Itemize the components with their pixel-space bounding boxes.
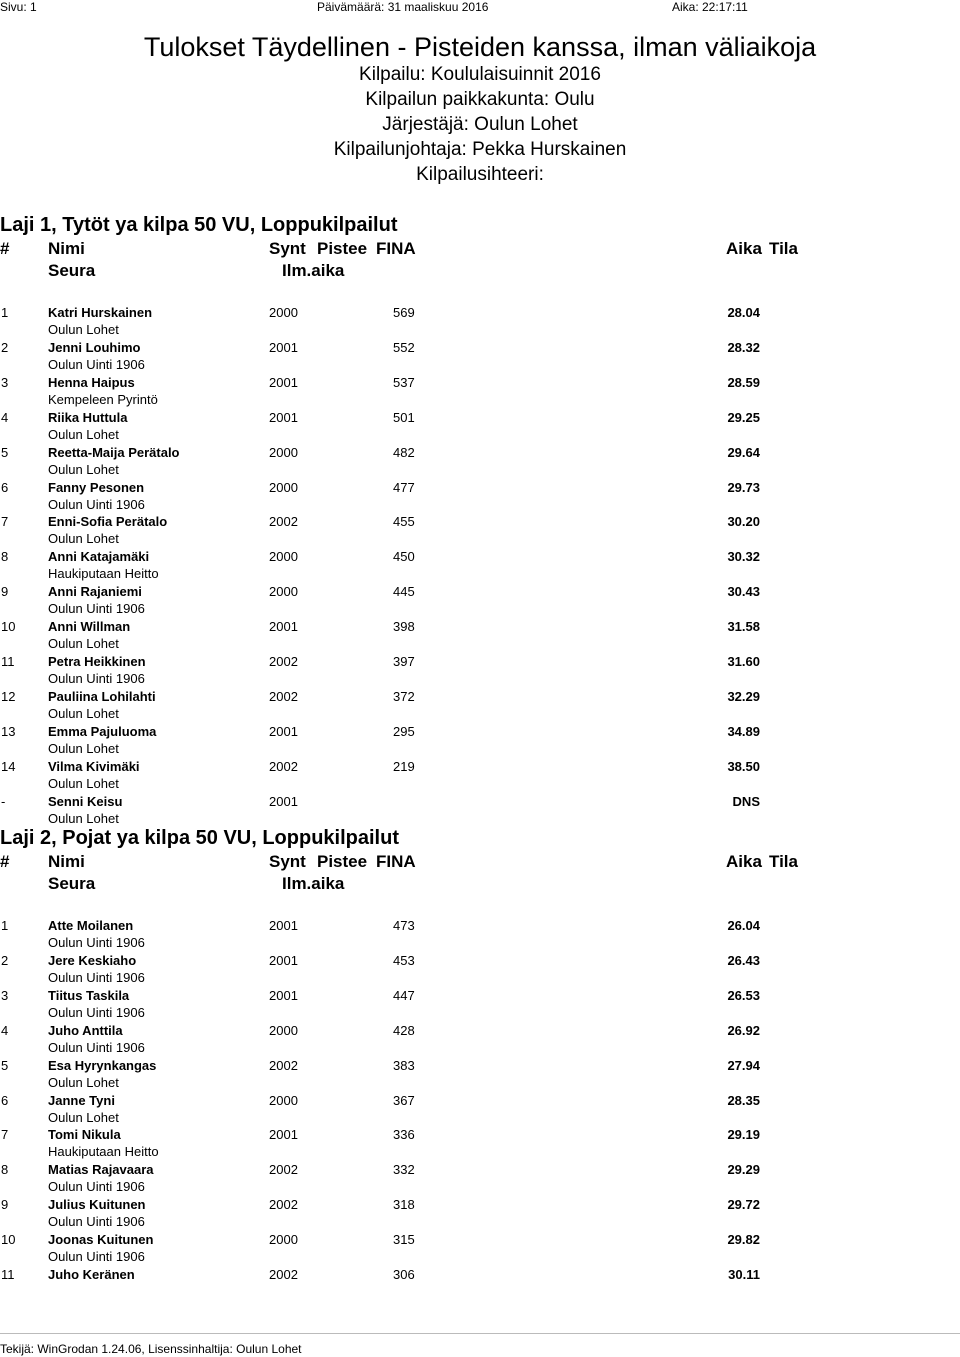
club-name: Oulun Lohet xyxy=(48,776,119,791)
place-cell: 2 xyxy=(1,340,9,355)
points-cell: 398 xyxy=(393,619,415,634)
place-cell: 9 xyxy=(1,1197,9,1212)
birth-year: 2002 xyxy=(269,1197,298,1212)
points-cell: 318 xyxy=(393,1197,415,1212)
points-cell: 336 xyxy=(393,1127,415,1142)
result-time: 29.72 xyxy=(727,1197,760,1212)
birth-year: 2002 xyxy=(269,1162,298,1177)
result-row xyxy=(0,916,960,951)
club-name: Kempeleen Pyrintö xyxy=(48,392,158,407)
swimmer-name: Emma Pajuluoma xyxy=(48,724,157,739)
place-cell: 11 xyxy=(1,654,15,669)
club-name: Oulun Uinti 1906 xyxy=(48,1249,145,1264)
swimmer-name: Jere Keskiaho xyxy=(48,953,137,968)
club-name: Haukiputaan Heitto xyxy=(48,566,159,581)
place-cell: 7 xyxy=(1,514,9,529)
result-time: 32.29 xyxy=(727,689,760,704)
club-name: Oulun Uinti 1906 xyxy=(48,970,145,985)
points-cell: 367 xyxy=(393,1093,415,1108)
col-header-place: # xyxy=(0,239,10,258)
points-cell: 552 xyxy=(393,340,415,355)
club-name: Oulun Lohet xyxy=(48,462,119,477)
swimmer-name: Julius Kuitunen xyxy=(48,1197,146,1212)
place-cell: 6 xyxy=(1,1093,9,1108)
result-row xyxy=(0,722,960,757)
points-cell: 450 xyxy=(393,549,415,564)
result-row xyxy=(0,547,960,582)
birth-year: 2001 xyxy=(269,340,298,355)
place-cell: 14 xyxy=(1,759,16,774)
place-cell: 4 xyxy=(1,410,9,425)
col-header-points: Pistee xyxy=(317,239,368,258)
club-name: Oulun Uinti 1906 xyxy=(48,1005,145,1020)
result-time: 26.04 xyxy=(727,918,760,933)
result-row xyxy=(0,951,960,986)
result-row xyxy=(0,338,960,373)
swimmer-name: Riika Huttula xyxy=(48,410,128,425)
place-cell: 1 xyxy=(1,305,9,320)
points-cell: 383 xyxy=(393,1058,415,1073)
result-time: 30.43 xyxy=(727,584,760,599)
points-cell: 477 xyxy=(393,480,415,495)
result-row xyxy=(0,757,960,792)
col-header-year: Synt xyxy=(269,852,306,871)
club-name: Oulun Uinti 1906 xyxy=(48,1040,145,1055)
points-cell: 332 xyxy=(393,1162,415,1177)
col-header-time: Aika xyxy=(726,239,762,258)
place-cell: 2 xyxy=(1,953,9,968)
birth-year: 2000 xyxy=(269,305,298,320)
birth-year: 2002 xyxy=(269,514,298,529)
club-name: Haukiputaan Heitto xyxy=(48,1144,159,1159)
result-row xyxy=(0,1160,960,1195)
page-number: Sivu: 1 xyxy=(0,0,37,14)
result-time: 29.29 xyxy=(727,1162,760,1177)
club-name: Oulun Lohet xyxy=(48,427,119,442)
swimmer-name: Esa Hyrynkangas xyxy=(48,1058,157,1073)
club-name: Oulun Lohet xyxy=(48,706,119,721)
birth-year: 2000 xyxy=(269,1023,298,1038)
place-cell: 7 xyxy=(1,1127,9,1142)
birth-year: 2001 xyxy=(269,724,298,739)
col-header-club: Seura xyxy=(48,261,96,280)
result-time: DNS xyxy=(732,794,760,809)
col-header-fina: FINA xyxy=(376,239,416,258)
print-date: Päivämäärä: 31 maaliskuu 2016 xyxy=(317,0,489,14)
meta-organizer: Järjestäjä: Oulun Lohet xyxy=(382,114,578,135)
birth-year: 2002 xyxy=(269,689,298,704)
result-row xyxy=(0,792,960,827)
swimmer-name: Tomi Nikula xyxy=(48,1127,121,1142)
swimmer-name: Enni-Sofia Perätalo xyxy=(48,514,168,529)
birth-year: 2001 xyxy=(269,988,298,1003)
birth-year: 2002 xyxy=(269,759,298,774)
col-header-time: Aika xyxy=(726,852,762,871)
page-header xyxy=(0,0,960,14)
result-row xyxy=(0,986,960,1021)
result-row xyxy=(0,373,960,408)
club-name: Oulun Uinti 1906 xyxy=(48,601,145,616)
place-cell: 10 xyxy=(1,619,16,634)
birth-year: 2000 xyxy=(269,549,298,564)
points-cell: 501 xyxy=(393,410,415,425)
place-cell: 11 xyxy=(1,1267,15,1282)
result-row xyxy=(0,652,960,687)
points-cell: 482 xyxy=(393,445,415,460)
result-time: 31.60 xyxy=(727,654,760,669)
result-row xyxy=(0,1265,960,1300)
result-row xyxy=(0,1230,960,1265)
result-time: 34.89 xyxy=(727,724,760,739)
birth-year: 2001 xyxy=(269,953,298,968)
col-header-entry-time: Ilm.aika xyxy=(282,874,345,893)
points-cell: 397 xyxy=(393,654,415,669)
birth-year: 2001 xyxy=(269,619,298,634)
swimmer-name: Senni Keisu xyxy=(48,794,123,809)
col-header-entry-time: Ilm.aika xyxy=(282,261,345,280)
club-name: Oulun Lohet xyxy=(48,636,119,651)
result-time: 27.94 xyxy=(727,1058,760,1073)
points-cell: 295 xyxy=(393,724,415,739)
result-time: 29.19 xyxy=(727,1127,760,1142)
club-name: Oulun Uinti 1906 xyxy=(48,357,145,372)
birth-year: 2000 xyxy=(269,1093,298,1108)
swimmer-name: Matias Rajavaara xyxy=(48,1162,154,1177)
result-time: 26.43 xyxy=(727,953,760,968)
col-header-status: Tila xyxy=(769,852,798,871)
swimmer-name: Joonas Kuitunen xyxy=(48,1232,154,1247)
result-time: 29.25 xyxy=(727,410,760,425)
col-header-place: # xyxy=(0,852,10,871)
place-cell: 1 xyxy=(1,918,9,933)
result-time: 30.32 xyxy=(727,549,760,564)
result-time: 29.82 xyxy=(727,1232,760,1247)
points-cell: 372 xyxy=(393,689,415,704)
points-cell: 306 xyxy=(393,1267,415,1282)
result-row xyxy=(0,1056,960,1091)
club-name: Oulun Uinti 1906 xyxy=(48,1214,145,1229)
place-cell: 5 xyxy=(1,445,9,460)
points-cell: 453 xyxy=(393,953,415,968)
swimmer-name: Vilma Kivimäki xyxy=(48,759,140,774)
club-name: Oulun Lohet xyxy=(48,322,119,337)
place-cell: 3 xyxy=(1,988,9,1003)
result-time: 29.73 xyxy=(727,480,760,495)
birth-year: 2001 xyxy=(269,410,298,425)
result-row xyxy=(0,1091,960,1126)
result-time: 30.20 xyxy=(727,514,760,529)
result-row xyxy=(0,1021,960,1056)
col-header-club: Seura xyxy=(48,874,96,893)
birth-year: 2001 xyxy=(269,918,298,933)
swimmer-name: Tiitus Taskila xyxy=(48,988,130,1003)
meta-secretary: Kilpailusihteeri: xyxy=(416,164,544,185)
club-name: Oulun Uinti 1906 xyxy=(48,671,145,686)
swimmer-name: Reetta-Maija Perätalo xyxy=(48,445,180,460)
points-cell: 447 xyxy=(393,988,415,1003)
place-cell: 3 xyxy=(1,375,9,390)
place-cell: 6 xyxy=(1,480,9,495)
result-row xyxy=(0,687,960,722)
result-row xyxy=(0,582,960,617)
birth-year: 2001 xyxy=(269,1127,298,1142)
place-cell: 12 xyxy=(1,689,16,704)
result-time: 28.35 xyxy=(727,1093,760,1108)
result-row xyxy=(0,1125,960,1160)
result-row xyxy=(0,478,960,513)
swimmer-name: Anni Rajaniemi xyxy=(48,584,142,599)
result-time: 26.92 xyxy=(727,1023,760,1038)
result-time: 28.59 xyxy=(727,375,760,390)
points-cell: 428 xyxy=(393,1023,415,1038)
document-title: Tulokset Täydellinen - Pisteiden kanssa, ilman väliaikoja xyxy=(143,32,817,62)
swimmer-name: Petra Heikkinen xyxy=(48,654,146,669)
swimmer-name: Jenni Louhimo xyxy=(48,340,141,355)
result-row xyxy=(0,617,960,652)
col-header-name: Nimi xyxy=(48,239,85,258)
club-name: Oulun Lohet xyxy=(48,1110,119,1125)
points-cell: 473 xyxy=(393,918,415,933)
result-time: 30.11 xyxy=(728,1267,760,1282)
place-cell: 4 xyxy=(1,1023,9,1038)
birth-year: 2000 xyxy=(269,480,298,495)
swimmer-name: Juho Keränen xyxy=(48,1267,135,1282)
club-name: Oulun Uinti 1906 xyxy=(48,497,145,512)
club-name: Oulun Lohet xyxy=(48,741,119,756)
col-header-name: Nimi xyxy=(48,852,85,871)
result-time: 31.58 xyxy=(727,619,760,634)
col-header-year: Synt xyxy=(269,239,306,258)
points-cell: 219 xyxy=(393,759,415,774)
place-cell: 10 xyxy=(1,1232,16,1247)
event-title: Laji 1, Tytöt ya kilpa 50 VU, Loppukilpailut xyxy=(0,214,398,236)
place-cell: 8 xyxy=(1,549,9,564)
place-cell: 9 xyxy=(1,584,9,599)
result-row xyxy=(0,408,960,443)
club-name: Oulun Uinti 1906 xyxy=(48,1179,145,1194)
result-time: 38.50 xyxy=(727,759,760,774)
col-header-status: Tila xyxy=(769,239,798,258)
points-cell: 537 xyxy=(393,375,415,390)
place-cell: 5 xyxy=(1,1058,9,1073)
swimmer-name: Pauliina Lohilahti xyxy=(48,689,156,704)
result-row xyxy=(0,443,960,478)
result-time: 26.53 xyxy=(727,988,760,1003)
meta-director: Kilpailunjohtaja: Pekka Hurskainen xyxy=(333,139,627,160)
result-time: 29.64 xyxy=(727,445,760,460)
birth-year: 2002 xyxy=(269,654,298,669)
points-cell: 315 xyxy=(393,1232,415,1247)
footer-credit: Tekijä: WinGrodan 1.24.06, Lisenssinhaltija: Oulun Lohet xyxy=(0,1342,302,1356)
birth-year: 2001 xyxy=(269,794,298,809)
birth-year: 2000 xyxy=(269,1232,298,1247)
birth-year: 2000 xyxy=(269,445,298,460)
swimmer-name: Katri Hurskainen xyxy=(48,305,153,320)
swimmer-name: Anni Katajamäki xyxy=(48,549,150,564)
meta-competition: Kilpailu: Koululaisuinnit 2016 xyxy=(359,64,601,85)
swimmer-name: Fanny Pesonen xyxy=(48,480,145,495)
swimmer-name: Juho Anttila xyxy=(48,1023,123,1038)
result-row xyxy=(0,512,960,547)
result-time: 28.32 xyxy=(727,340,760,355)
event-title: Laji 2, Pojat ya kilpa 50 VU, Loppukilpailut xyxy=(0,827,399,849)
club-name: Oulun Uinti 1906 xyxy=(48,935,145,950)
points-cell: 569 xyxy=(393,305,415,320)
points-cell: 445 xyxy=(393,584,415,599)
club-name: Oulun Lohet xyxy=(48,811,119,826)
place-cell: 8 xyxy=(1,1162,9,1177)
swimmer-name: Henna Haipus xyxy=(48,375,135,390)
birth-year: 2002 xyxy=(269,1267,298,1282)
swimmer-name: Atte Moilanen xyxy=(48,918,134,933)
birth-year: 2001 xyxy=(269,375,298,390)
footer-divider xyxy=(0,1333,960,1334)
swimmer-name: Janne Tyni xyxy=(48,1093,115,1108)
result-row xyxy=(0,303,960,338)
swimmer-name: Anni Willman xyxy=(48,619,131,634)
club-name: Oulun Lohet xyxy=(48,1075,119,1090)
result-time: 28.04 xyxy=(727,305,760,320)
place-cell: - xyxy=(1,794,6,809)
col-header-fina: FINA xyxy=(376,852,416,871)
col-header-points: Pistee xyxy=(317,852,368,871)
birth-year: 2000 xyxy=(269,584,298,599)
place-cell: 13 xyxy=(1,724,16,739)
meta-location: Kilpailun paikkakunta: Oulu xyxy=(365,89,595,110)
club-name: Oulun Lohet xyxy=(48,531,119,546)
print-time: Aika: 22:17:11 xyxy=(672,0,748,14)
birth-year: 2002 xyxy=(269,1058,298,1073)
points-cell: 455 xyxy=(393,514,415,529)
result-row xyxy=(0,1195,960,1230)
